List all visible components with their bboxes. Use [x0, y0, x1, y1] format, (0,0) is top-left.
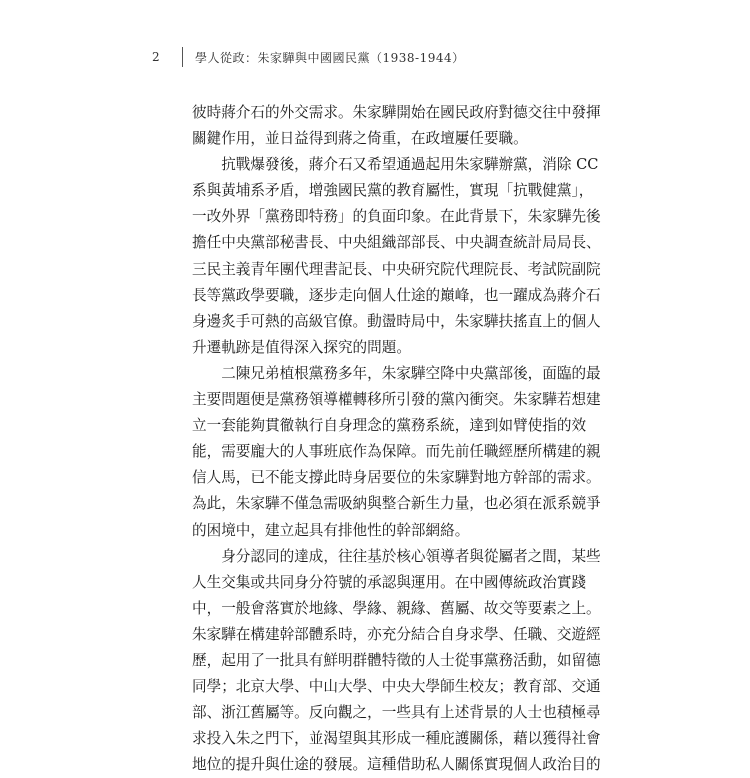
text-line: 長等黨政學要職，逐步走向個人仕途的巔峰，也一躍成為蔣介石	[192, 286, 601, 304]
text-line: 歷，起用了一批具有鮮明群體特徵的人士從事黨務活動，如留德	[192, 651, 601, 669]
text-line: 彼時蔣介石的外交需求。朱家驊開始在國民政府對德交往中發揮	[192, 104, 601, 121]
text-line: 人生交集或共同身分符號的承認與運用。在中國傳統政治實踐	[192, 573, 587, 591]
text-line: 三民主義青年團代理書記長、中央研究院代理院長、考試院副院	[192, 260, 601, 278]
text-line: 部、浙江舊屬等。反向觀之，一些具有上述背景的人士也積極尋	[192, 704, 601, 722]
text-line: 的困境中，建立起具有排他性的幹部網絡。	[192, 521, 470, 539]
text-line: 擔任中央黨部秘書長、中央組織部部長、中央調查統計局局長、	[192, 234, 601, 252]
text-line: 身分認同的達成，往往基於核心領導者與從屬者之間，某些	[192, 547, 601, 565]
text-line: 抗戰爆發後，蔣介石又希望通過起用朱家驊辦黨，消除 CC	[192, 156, 599, 174]
paragraph	[192, 361, 601, 544]
text-line: 同學；北京大學、中山大學、中央大學師生校友；教育部、交通	[192, 678, 601, 696]
text-line: 信人馬，已不能支撐此時身居要位的朱家驊對地方幹部的需求。	[192, 469, 601, 487]
page-number: 2	[152, 50, 160, 64]
running-header	[152, 46, 465, 68]
text-line: 關鍵作用，並日益得到蔣之倚重，在政壇屢任要職。	[192, 130, 528, 148]
running-title: 學人從政：朱家驊與中國國民黨（1938-1944）	[195, 50, 465, 65]
body-text	[192, 100, 601, 778]
text-line: 身邊炙手可熱的高級官僚。動盪時局中，朱家驊扶搖直上的個人	[192, 312, 601, 330]
text-line: 升遷軌跡是值得深入探究的問題。	[192, 338, 411, 356]
paragraph	[192, 544, 601, 778]
text-line: 二陳兄弟植根黨務多年，朱家驊空降中央黨部後，面臨的最	[192, 364, 601, 382]
header-divider	[182, 47, 183, 67]
paragraph	[192, 152, 601, 361]
text-line: 能，需要龐大的人事班底作為保障。而先前任職經歷所構建的親	[192, 443, 601, 461]
text-line: 一改外界「黨務即特務」的負面印象。在此背景下，朱家驊先後	[192, 208, 601, 226]
text-line: 朱家驊在構建幹部體系時，亦充分結合自身求學、任職、交遊經	[192, 625, 601, 643]
text-line: 求投入朱之門下，並渴望與其形成一種庇護關係，藉以獲得社會	[192, 730, 601, 748]
text-line: 地位的提升與仕途的發展。這種借助私人關係實現個人政治目的	[192, 756, 601, 774]
text-line: 為此，朱家驊不僅急需吸納與整合新生力量，也必須在派系競爭	[192, 495, 601, 513]
text-line: 中，一般會落實於地緣、學緣、親緣、舊屬、故交等要素之上。	[192, 599, 601, 617]
text-line: 立一套能夠貫徹執行自身理念的黨務系統，達到如臂使指的效	[192, 417, 587, 435]
text-line: 主要問題便是黨務領導權轉移所引發的黨內衝突。朱家驊若想建	[192, 391, 601, 409]
text-line: 系與黃埔系矛盾，增強國民黨的教育屬性，實現「抗戰健黨」，	[192, 182, 594, 200]
paragraph	[192, 100, 601, 152]
